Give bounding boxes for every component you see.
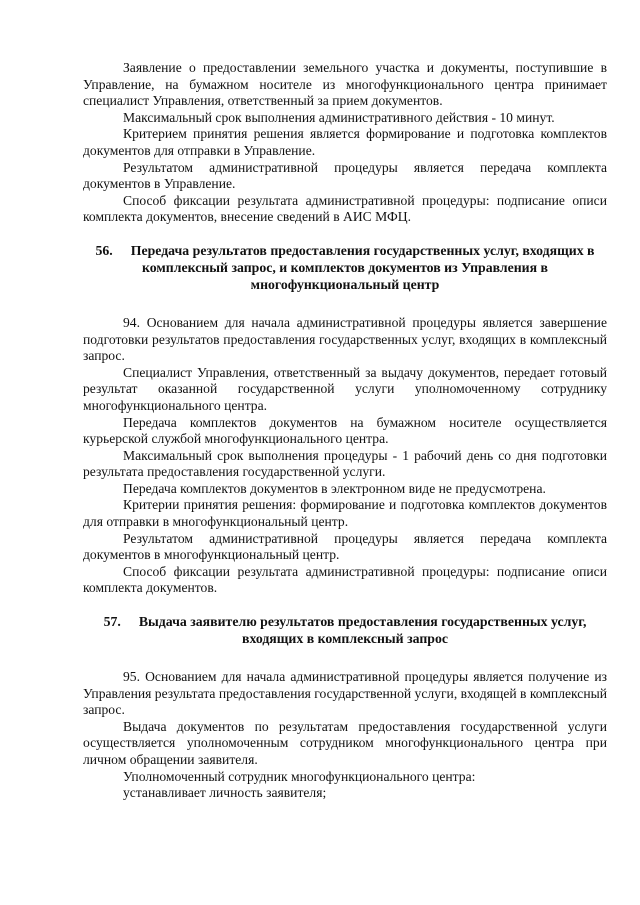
paragraph: Специалист Управления, ответственный за выдачу документов, передает готовый результат оказанной государственной услуги уполномоченному сотруднику многофункционального центра. — [83, 364, 607, 413]
section-heading-57 — [83, 613, 607, 647]
paragraph: Уполномоченный сотрудник многофункционального центра: — [123, 768, 476, 784]
paragraph: Способ фиксации результата административной процедуры: подписание описи комплекта документов. — [83, 563, 607, 596]
section-title: Передача результатов предоставления государственных услуг, входящих в комплексный запрос, и комплектов документов из Управления в многофункциональный центр — [130, 242, 595, 292]
paragraph: 94. Основанием для начала административной процедуры является завершение подготовки результатов предоставления государственных услуг, входящих в комплексный запрос. — [83, 314, 607, 364]
paragraph: Максимальный срок выполнения административного действия - 10 минут. — [123, 109, 555, 125]
section-number: 57. — [103, 614, 121, 630]
paragraph: Максимальный срок выполнения процедуры - 1 рабочий день со дня подготовки результата предоставления государственной услуги. — [83, 447, 607, 480]
paragraph: Результатом административной процедуры является передача комплекта документов в Управление. — [83, 159, 607, 192]
spacer — [83, 647, 607, 669]
paragraph: Передача комплектов документов на бумажном носителе осуществляется курьерской службой многофункционального центра. — [83, 414, 607, 447]
document-page — [83, 60, 607, 802]
spacer — [83, 293, 607, 315]
paragraph: Критерием принятия решения является формирование и подготовка комплектов документов для отправки в Управление. — [83, 126, 607, 158]
section-title: Выдача заявителю результатов предоставления государственных услуг, входящих в комплексный запрос — [138, 614, 587, 647]
paragraph: Выдача документов по результатам предоставления государственной услуги осуществляется уполномоченным сотрудником многофункционального центра при личном обращении заявителя. — [83, 718, 607, 767]
paragraph: Результатом административной процедуры является передача комплекта документов в многофункциональный центр. — [83, 530, 607, 563]
paragraph: Способ фиксации результата административной процедуры: подписание описи комплекта документов, внесение сведений в АИС МФЦ. — [83, 192, 607, 225]
paragraph: устанавливает личность заявителя; — [123, 785, 327, 801]
spacer — [83, 226, 607, 242]
paragraph: 95. Основанием для начала административной процедуры является получение из Управления результата предоставления государственной услуги, входящей в комплексный запрос. — [83, 669, 608, 718]
paragraph: Передача комплектов документов в электронном виде не предусмотрена. — [123, 480, 546, 496]
paragraph: Критерии принятия решения: формирование и подготовка комплектов документов для отправки в многофункциональный центр. — [83, 497, 607, 530]
section-number: 56. — [95, 242, 113, 258]
spacer — [83, 597, 607, 613]
section-heading-56 — [83, 242, 607, 293]
paragraph: Заявление о предоставлении земельного участка и документы, поступившие в Управление, на бумажном носителе из многофункционального центра принимает специалист Управления, ответственный за прием документов. — [83, 60, 607, 109]
